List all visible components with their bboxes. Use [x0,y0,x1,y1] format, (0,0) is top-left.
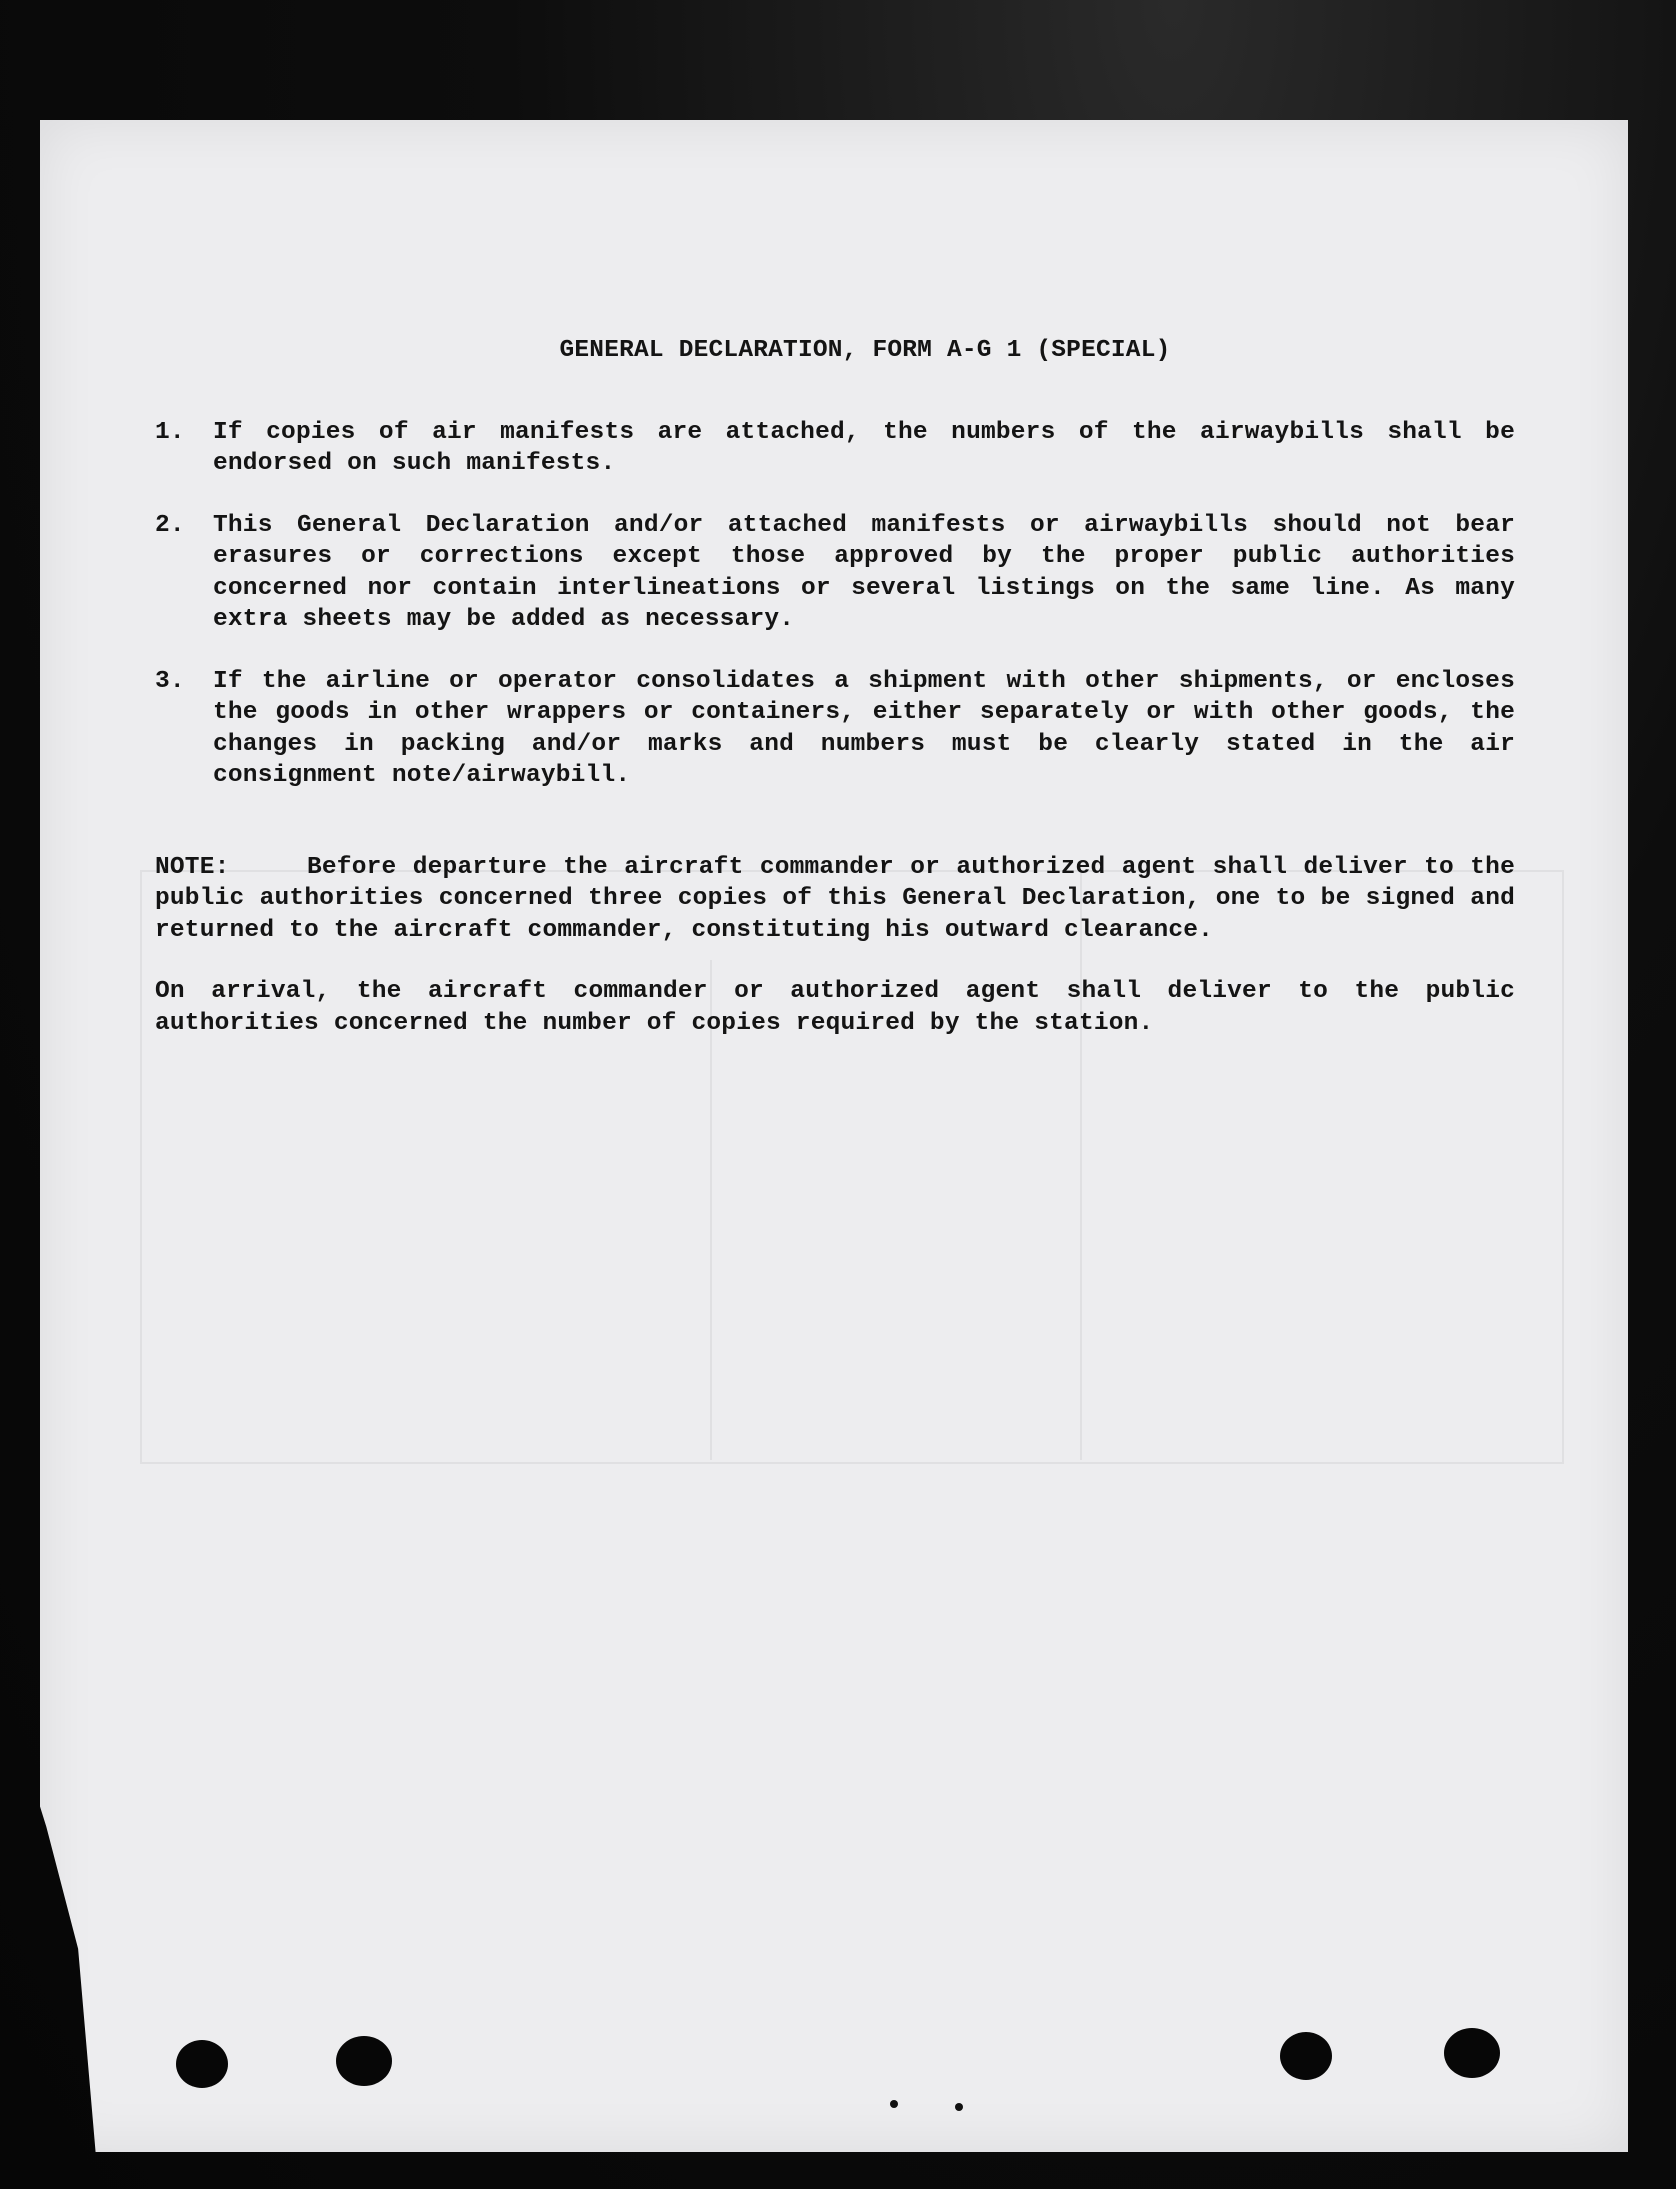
note-paragraph [155,852,1515,947]
document-body [155,335,1515,1039]
ink-speck [890,2100,898,2108]
item-number: 3. [155,667,185,695]
ink-speck [955,2103,963,2111]
punch-hole-2 [336,2036,392,2086]
note-text: Before departure the aircraft commander or authorized agent shall deliver to the public authorities concerned three copies of this General Declaration, one to be signed and returned to the aircraft commander, constituting his outward clearance. [155,853,1515,944]
item-text: This General Declaration and/or attached manifests or airwaybills should not bear erasures or corrections except those approved by the proper public authorities concerned nor contain interlineations or several listings on the same line. As many extra sheets may be added as necessary. [213,511,1515,633]
item-number: 2. [155,511,185,539]
punch-hole-3 [1280,2032,1332,2080]
arrival-paragraph: On arrival, the aircraft commander or authorized agent shall deliver to the public authorities concerned the number of copies required by the station. [155,978,1515,1037]
instruction-item-3 [155,666,1515,792]
item-text: If copies of air manifests are attached, the numbers of the airwaybills shall be endorsed on such manifests. [213,418,1515,477]
instruction-item-2 [155,510,1515,636]
instruction-item-1 [155,417,1515,480]
item-number: 1. [155,418,185,446]
item-text: If the airline or operator consolidates a shipment with other shipments, or encloses the goods in other wrappers or containers, either separately or with other goods, the changes in packing and/or marks and numbers must be clearly stated in the air consignment note/airwaybill. [213,667,1515,789]
punch-hole-1 [176,2040,228,2088]
punch-hole-4 [1444,2028,1500,2078]
document-title: GENERAL DECLARATION, FORM A-G 1 (SPECIAL) [559,337,1171,364]
note-label: NOTE: [155,853,230,881]
